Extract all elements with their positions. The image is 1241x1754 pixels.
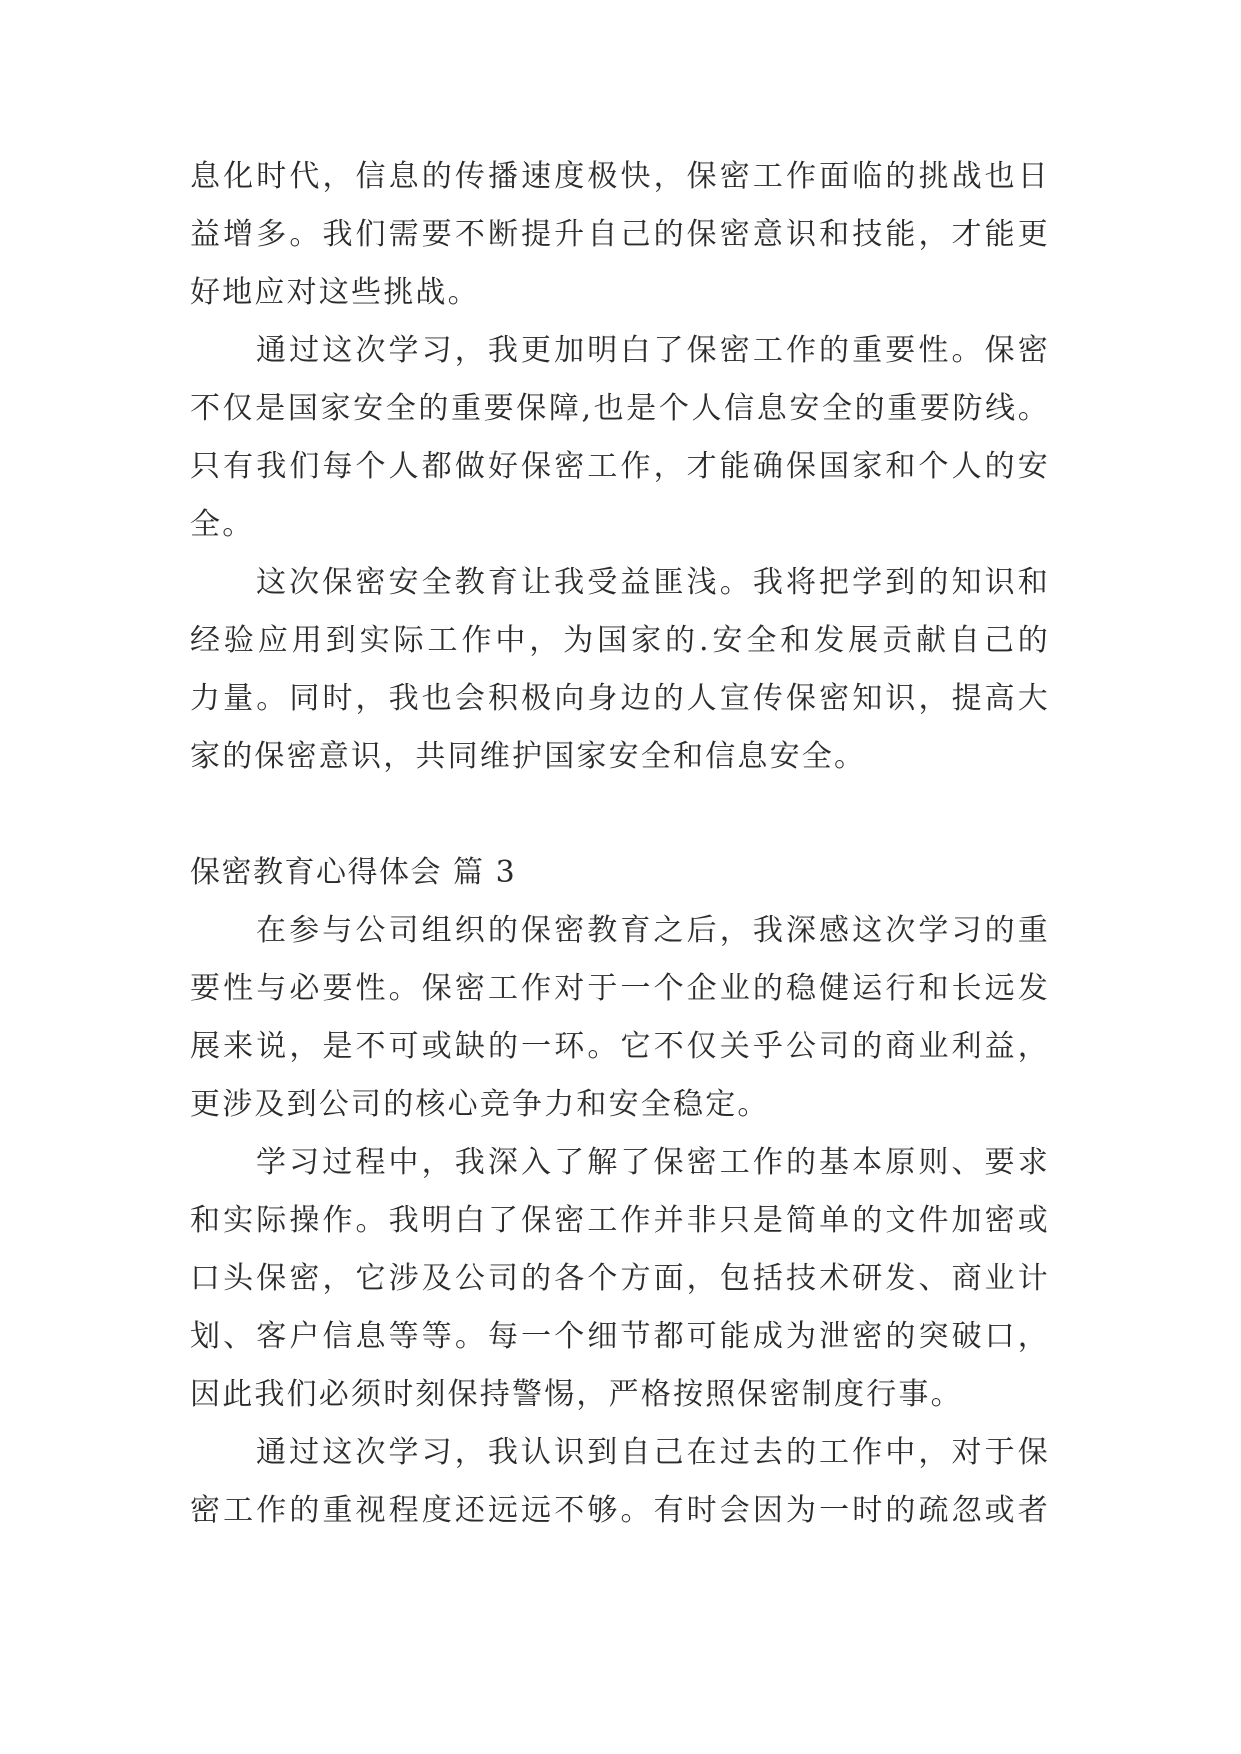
text-line: 划、客户信息等等。每一个细节都可能成为泄密的突破口， <box>190 1319 1050 1354</box>
text-line: 要性与必要性。保密工作对于一个企业的稳健运行和长远发 <box>190 971 1050 1006</box>
text-line: 在参与公司组织的保密教育之后，我深感这次学习的重 <box>256 913 1050 948</box>
section-title: 保密教育心得体会 篇 3 <box>190 855 517 890</box>
document-body <box>190 148 1050 1540</box>
text-line: 益增多。我们需要不断提升自己的保密意识和技能，才能更 <box>190 217 1050 252</box>
text-line: 口头保密，它涉及公司的各个方面，包括技术研发、商业计 <box>190 1261 1050 1296</box>
text-line: 因此我们必须时刻保持警惕，严格按照保密制度行事。 <box>190 1377 963 1412</box>
text-line: 经验应用到实际工作中，为国家的.安全和发展贡献自己的 <box>190 623 1050 658</box>
text-line: 力量。同时，我也会积极向身边的人宣传保密知识，提高大 <box>190 681 1050 716</box>
text-line: 家的保密意识，共同维护国家安全和信息安全。 <box>190 739 867 774</box>
text-line: 展来说，是不可或缺的一环。它不仅关乎公司的商业利益， <box>190 1029 1050 1064</box>
text-line: 不仅是国家安全的重要保障,也是个人信息安全的重要防线。 <box>190 391 1050 426</box>
paragraph-continued <box>190 148 1050 322</box>
text-line: 全。 <box>190 507 255 542</box>
paragraph-importance <box>190 322 1050 554</box>
text-line: 这次保密安全教育让我受益匪浅。我将把学到的知识和 <box>256 565 1050 600</box>
paragraph-learning-process <box>190 1134 1050 1424</box>
text-line: 只有我们每个人都做好保密工作，才能确保国家和个人的安 <box>190 449 1050 484</box>
paragraph-benefit <box>190 554 1050 786</box>
section-spacer <box>190 786 1050 844</box>
text-line: 密工作的重视程度还远远不够。有时会因为一时的疏忽或者 <box>190 1493 1050 1528</box>
paragraph-reflection <box>190 1424 1050 1540</box>
text-line: 好地应对这些挑战。 <box>190 275 480 310</box>
paragraph-company-education <box>190 902 1050 1134</box>
text-line: 息化时代，信息的传播速度极快，保密工作面临的挑战也日 <box>190 159 1050 194</box>
text-line: 学习过程中，我深入了解了保密工作的基本原则、要求 <box>256 1145 1050 1180</box>
text-line: 和实际操作。我明白了保密工作并非只是简单的文件加密或 <box>190 1203 1050 1238</box>
text-line: 更涉及到公司的核心竞争力和安全稳定。 <box>190 1087 770 1122</box>
text-line: 通过这次学习，我更加明白了保密工作的重要性。保密 <box>256 333 1050 368</box>
text-line: 通过这次学习，我认识到自己在过去的工作中，对于保 <box>256 1435 1050 1470</box>
